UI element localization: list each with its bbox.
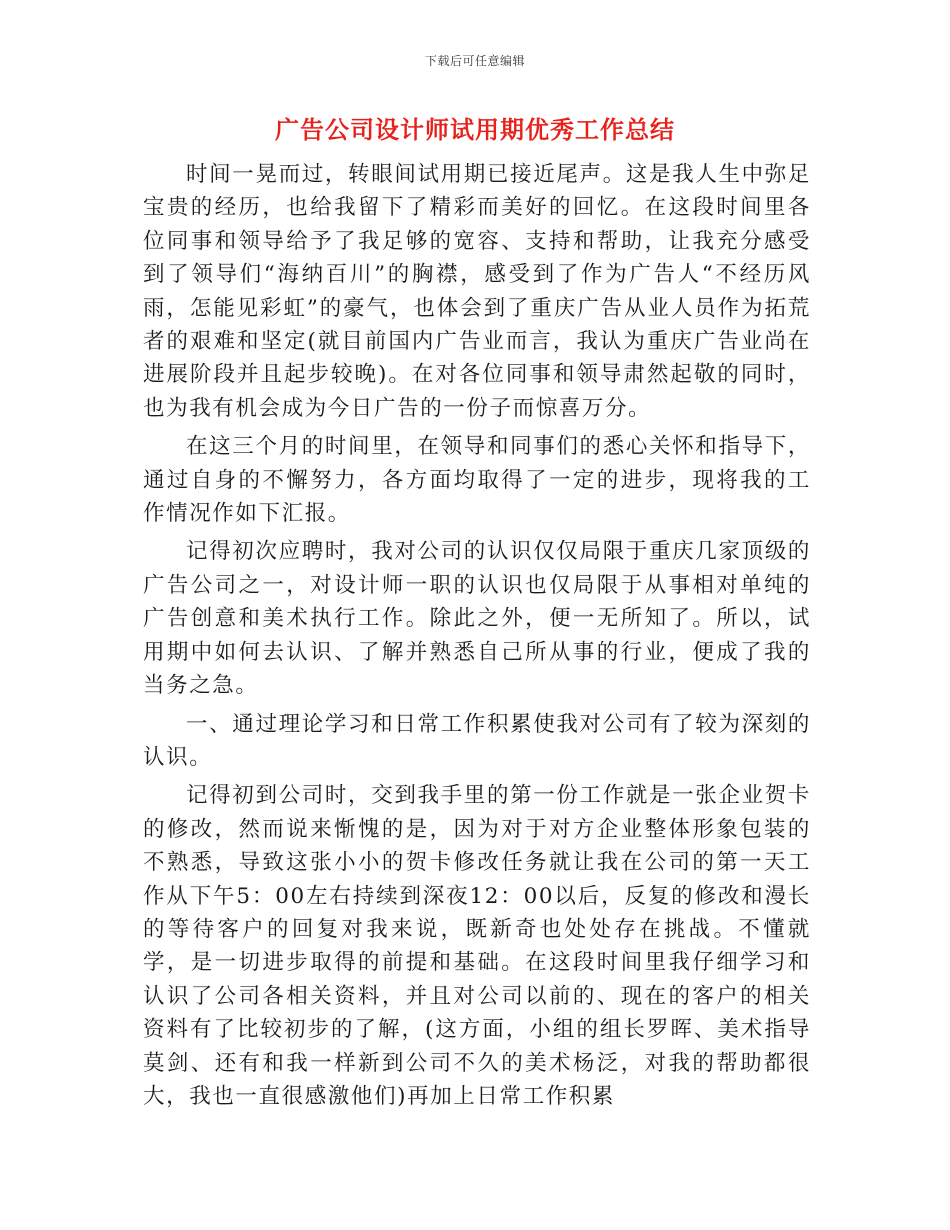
header-note: 下载后可任意编辑: [424, 54, 525, 68]
paragraph-3: 记得初次应聘时，我对公司的认识仅仅局限于重庆几家顶级的广告公司之一，对设计师一职的认识也仅局限于从事相对单纯的广告创意和美术执行工作。除此之外，便一无所知了。所以，试用期中如何去认识、了解并熟悉自己所从事的行业，便成了我的当务之急。: [143, 539, 811, 699]
document-body: [143, 158, 811, 1118]
paragraph-4: 一、通过理论学习和日常工作积累使我对公司有了较为深刻的认识。: [143, 711, 811, 770]
paragraph-5: 记得初到公司时，交到我手里的第一份工作就是一张企业贺卡的修改，然而说来惭愧的是，因为对于对方企业整体形象包装的不熟悉，导致这张小小的贺卡修改任务就让我在公司的第一天工作从下午5：00左右持续到深夜12：00以后，反复的修改和漫长的等待客户的回复对我来说，既新奇也处处存在挑战。不懂就学，是一切进步取得的前提和基础。在这段时间里我仔细学习和认识了公司各相关资料，并且对公司以前的、现在的客户的相关资料有了比较初步的了解，(这方面，小组的组长罗晖、美术指导莫剑、还有和我一样新到公司不久的美术杨泛，对我的帮助都很大，我也一直很感激他们)再加上日常工作积累: [143, 783, 811, 1109]
paragraph-2: 在这三个月的时间里，在领导和同事们的悉心关怀和指导下，通过自身的不懈努力，各方面均取得了一定的进步，现将我的工作情况作如下汇报。: [143, 434, 811, 527]
document-title: 广告公司设计师试用期优秀工作总结: [275, 115, 675, 144]
paragraph-1: 时间一晃而过，转眼间试用期已接近尾声。这是我人生中弥足宝贵的经历，也给我留下了精彩而美好的回忆。在这段时间里各位同事和领导给予了我足够的宽容、支持和帮助，让我充分感受到了领导们“海纳百川”的胸襟，感受到了作为广告人“不经历风雨，怎能见彩虹”的豪气，也体会到了重庆广告从业人员作为拓荒者的艰难和坚定(就目前国内广告业而言，我认为重庆广告业尚在进展阶段并且起步较晚)。在对各位同事和领导肃然起敬的同时，也为我有机会成为今日广告的一份子而惊喜万分。: [143, 162, 811, 421]
